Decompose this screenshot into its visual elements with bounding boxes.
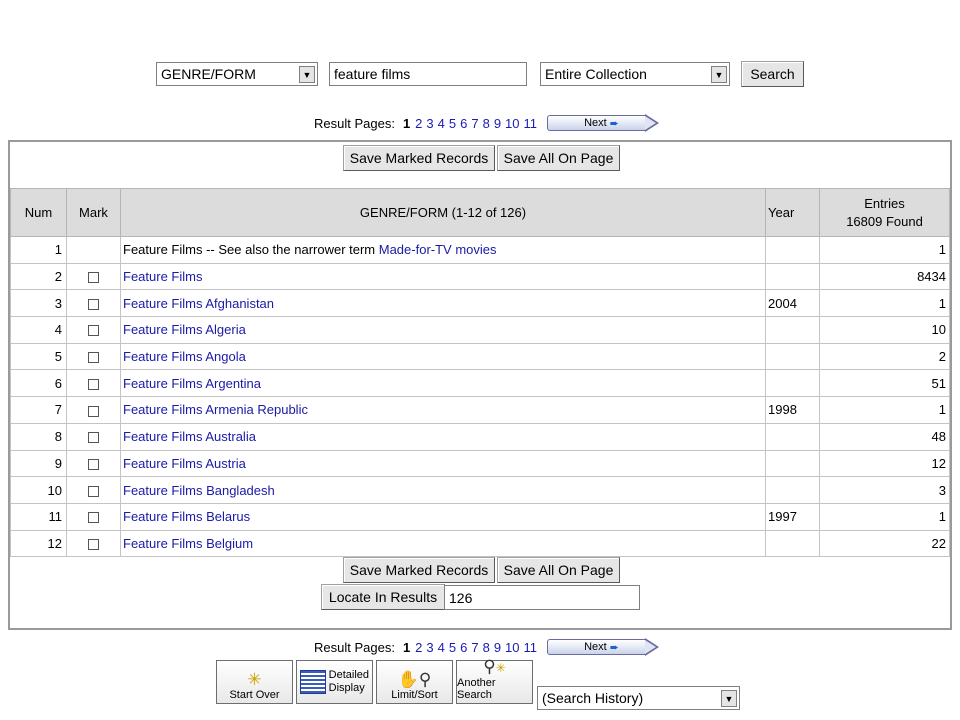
col-entries-count: 16809 Found: [846, 214, 923, 229]
row-entries: 2: [820, 343, 950, 370]
chevron-down-icon[interactable]: ▼: [721, 690, 737, 707]
heading-link[interactable]: Feature Films Australia: [123, 429, 256, 445]
row-mark: [67, 423, 121, 450]
row-mark: [67, 477, 121, 504]
col-mark: Mark: [67, 189, 121, 237]
heading-link[interactable]: Made-for-TV movies: [378, 242, 497, 258]
results-panel: [8, 140, 952, 630]
mark-checkbox[interactable]: [88, 406, 99, 417]
heading-link[interactable]: Feature Films Argentina: [123, 375, 262, 391]
col-entries: [820, 189, 950, 237]
row-heading: [121, 290, 766, 317]
results-table: [10, 188, 950, 557]
row-entries: 12: [820, 450, 950, 477]
row-year: [766, 370, 820, 397]
magnifier-sparkle-icon: ⚲✳: [483, 657, 506, 676]
page-link[interactable]: 2: [415, 115, 423, 131]
row-heading: [121, 343, 766, 370]
save-all-button[interactable]: Save All On Page: [497, 145, 620, 171]
table-row: [11, 450, 950, 477]
table-row: [11, 397, 950, 424]
row-mark: [67, 397, 121, 424]
mark-checkbox[interactable]: [88, 432, 99, 443]
row-num: 2: [11, 263, 67, 290]
col-num: Num: [11, 189, 67, 237]
row-heading: [121, 237, 766, 264]
heading-link[interactable]: Feature Films Belgium: [123, 535, 254, 551]
page-link[interactable]: 9: [493, 115, 502, 131]
mark-checkbox[interactable]: [88, 299, 99, 310]
pagination-top: [314, 114, 659, 132]
row-mark: [67, 530, 121, 557]
page-link[interactable]: 3: [426, 115, 434, 131]
table-row: [11, 477, 950, 504]
row-entries: 3: [820, 477, 950, 504]
table-header-row: [11, 189, 950, 237]
row-num: 9: [11, 450, 67, 477]
row-mark: [67, 450, 121, 477]
top-action-row: [10, 142, 950, 188]
table-row: [11, 263, 950, 290]
row-entries: 1: [820, 503, 950, 530]
save-all-button-bottom[interactable]: Save All On Page: [497, 557, 620, 583]
mark-checkbox[interactable]: [88, 325, 99, 336]
another-search-label: Another Search: [457, 677, 496, 701]
row-year: [766, 343, 820, 370]
search-button[interactable]: Search: [741, 61, 804, 87]
page-link[interactable]: 6: [460, 115, 468, 131]
next-label: Next: [584, 641, 607, 653]
page-link[interactable]: 7: [471, 115, 479, 131]
next-button[interactable]: [547, 114, 659, 132]
heading-link[interactable]: Feature Films: [123, 269, 203, 285]
search-index-value: GENRE/FORM: [161, 66, 256, 82]
row-entries: 1: [820, 290, 950, 317]
row-entries: 1: [820, 397, 950, 424]
mark-checkbox[interactable]: [88, 379, 99, 390]
search-scope-select[interactable]: [540, 62, 730, 86]
col-year: Year: [766, 189, 820, 237]
row-mark: [67, 503, 121, 530]
row-entries: 51: [820, 370, 950, 397]
row-year: [766, 423, 820, 450]
locate-button[interactable]: Locate In Results: [321, 584, 445, 610]
arrow-right-icon: ➨: [609, 117, 619, 130]
search-scope-value: Entire Collection: [545, 66, 647, 82]
row-entries: 48: [820, 423, 950, 450]
page-link[interactable]: 10: [505, 115, 520, 131]
heading-link[interactable]: Feature Films Bangladesh: [123, 482, 275, 498]
heading-link[interactable]: Feature Films Austria: [123, 455, 246, 471]
table-row: [11, 317, 950, 344]
row-heading: [121, 317, 766, 344]
limit-sort-button[interactable]: [376, 660, 453, 704]
mark-checkbox[interactable]: [88, 486, 99, 497]
col-entries-title: Entries: [864, 196, 905, 211]
mark-checkbox[interactable]: [88, 539, 99, 550]
row-entries: 8434: [820, 263, 950, 290]
page-link[interactable]: 5: [448, 115, 457, 131]
row-heading: [121, 397, 766, 424]
pagination-label: Result Pages:: [314, 115, 395, 131]
pagination-bottom: [314, 638, 659, 656]
start-over-button[interactable]: [216, 660, 293, 704]
search-history-select[interactable]: [537, 686, 740, 710]
page-link[interactable]: 8: [482, 115, 490, 131]
limit-sort-label: Limit/Sort: [391, 689, 438, 701]
page-link[interactable]: 3: [426, 639, 434, 655]
table-row: [11, 530, 950, 557]
search-input[interactable]: [329, 62, 527, 86]
heading-link[interactable]: Feature Films Armenia Republic: [123, 402, 308, 418]
save-marked-button[interactable]: Save Marked Records: [343, 145, 495, 171]
row-year: [766, 263, 820, 290]
detailed-display-button[interactable]: [296, 660, 373, 704]
table-row: [11, 290, 950, 317]
row-heading: [121, 477, 766, 504]
heading-text: Feature Films -- See also the narrower term: [123, 242, 379, 258]
row-num: 10: [11, 477, 67, 504]
row-num: 3: [11, 290, 67, 317]
row-mark: [67, 370, 121, 397]
col-heading: GENRE/FORM (1-12 of 126): [121, 189, 766, 237]
search-history-value: (Search History): [542, 690, 644, 706]
row-mark: [67, 343, 121, 370]
detailed-line2: Display: [328, 682, 365, 694]
row-entries: 10: [820, 317, 950, 344]
row-year: [766, 450, 820, 477]
list-icon: [300, 670, 326, 694]
table-row: [11, 423, 950, 450]
start-over-label: Start Over: [229, 689, 280, 701]
page-link[interactable]: 6: [460, 639, 468, 655]
row-year: [766, 317, 820, 344]
row-year: 2004: [766, 290, 820, 317]
row-num: 7: [11, 397, 67, 424]
page-link[interactable]: 5: [448, 639, 457, 655]
row-num: 12: [11, 530, 67, 557]
row-num: 11: [11, 503, 67, 530]
heading-link[interactable]: Feature Films Angola: [123, 349, 246, 365]
page-link[interactable]: 7: [471, 639, 479, 655]
locate-input-value: 126: [449, 589, 473, 606]
page-link[interactable]: 10: [505, 639, 520, 655]
mark-checkbox[interactable]: [88, 352, 99, 363]
table-row: [11, 370, 950, 397]
sparkle-icon: ✳: [247, 670, 262, 689]
table-row: [11, 343, 950, 370]
row-heading: [121, 450, 766, 477]
row-mark: [67, 237, 121, 264]
row-mark: [67, 263, 121, 290]
row-entries: 1: [820, 237, 950, 264]
chevron-down-icon[interactable]: ▼: [299, 66, 315, 83]
page-link[interactable]: 9: [493, 639, 502, 655]
row-heading: [121, 503, 766, 530]
page-link[interactable]: 2: [415, 639, 423, 655]
arrow-right-icon: ➨: [609, 641, 619, 654]
mark-checkbox[interactable]: [88, 272, 99, 283]
table-row: [11, 237, 950, 264]
mark-checkbox[interactable]: [88, 459, 99, 470]
page-current: 1: [402, 115, 411, 131]
another-search-button[interactable]: [456, 657, 533, 704]
page-link[interactable]: 8: [482, 639, 490, 655]
row-num: 6: [11, 370, 67, 397]
mark-checkbox[interactable]: [88, 512, 99, 523]
row-year: 1998: [766, 397, 820, 424]
search-input-value: feature films: [334, 66, 411, 82]
page-link[interactable]: 11: [523, 639, 538, 655]
row-heading: [121, 423, 766, 450]
next-button[interactable]: [547, 638, 659, 656]
page-link[interactable]: 4: [437, 115, 445, 131]
row-year: [766, 477, 820, 504]
page-link[interactable]: 11: [523, 115, 538, 131]
page-link[interactable]: 4: [437, 639, 445, 655]
detailed-line1: Detailed: [328, 669, 369, 681]
table-row: [11, 503, 950, 530]
row-num: 4: [11, 317, 67, 344]
search-index-select[interactable]: [156, 62, 318, 86]
row-year: [766, 530, 820, 557]
row-num: 1: [11, 237, 67, 264]
page-current: 1: [402, 639, 411, 655]
row-mark: [67, 290, 121, 317]
detailed-display-label: [329, 669, 369, 695]
hand-magnifier-icon: ✋⚲: [397, 670, 432, 689]
heading-link[interactable]: Feature Films Afghanistan: [123, 295, 275, 311]
row-entries: 22: [820, 530, 950, 557]
pagination-label: Result Pages:: [314, 639, 395, 655]
heading-link[interactable]: Feature Films Algeria: [123, 322, 246, 338]
row-heading: [121, 263, 766, 290]
row-num: 5: [11, 343, 67, 370]
save-marked-button-bottom[interactable]: Save Marked Records: [343, 557, 495, 583]
chevron-down-icon[interactable]: ▼: [711, 66, 727, 83]
row-mark: [67, 317, 121, 344]
heading-link[interactable]: Feature Films Belarus: [123, 509, 251, 525]
row-heading: [121, 370, 766, 397]
row-year: [766, 237, 820, 264]
locate-input[interactable]: [444, 585, 640, 610]
row-heading: [121, 530, 766, 557]
row-year: 1997: [766, 503, 820, 530]
next-label: Next: [584, 117, 607, 129]
row-num: 8: [11, 423, 67, 450]
